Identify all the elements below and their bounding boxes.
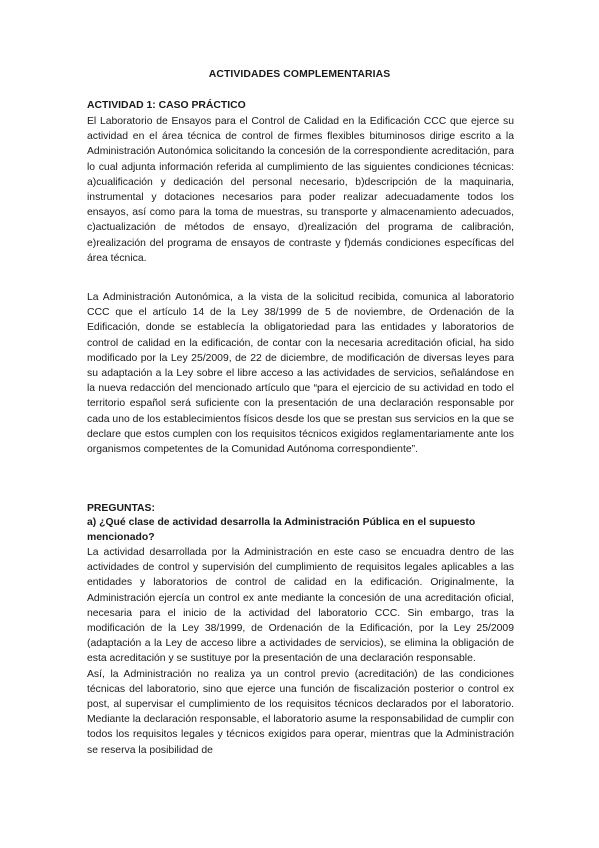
answer-a-paragraph-2: Así, la Administración no realiza ya un control previo (acreditación) de las condiciones técnicas del laboratorio, sino que ejerce una función de fiscalización posterior o control ex post, al supervisar el cumplimiento de los requisitos técnicos declarados por el laboratorio. Mediante la declaración responsable, el laboratorio asume la responsabilidad de cumplir con todos los requisitos legales y técnicos exigidos para operar, mientras que la Administración se reserva la posibilidad de	[87, 668, 514, 756]
case-paragraph-2	[87, 290, 514, 457]
case-paragraph-2-text: La Administración Autonómica, a la vista de la solicitud recibida, comunica al laboratorio CCC que el artículo 14 de la Ley 38/1999 de 5 de noviembre, de Ordenación de la Edificación, donde se establecía la obligatoriedad para las entidades y laboratorios de control de calidad en la edificación, de contar con la necesaria acreditación oficial, ha sido modificado por la Ley 25/2009, de 22 de diciembre, de modificación de diversas leyes para su adaptación a la Ley sobre el libre acceso a las actividades de servicios, señalándose en la nueva redacción del mencionado artículo que “para el ejercicio de su actividad en todo el territorio español será suficiente con la presentación de una declaración responsable por cada uno de los establecimientos físicos desde los que se prestan sus servicios en la que se declare que estos cumplen con los requisitos técnicos exigidos reglamentariamente ante los organismos competentes de la Comunidad Autónoma correspondiente”.	[87, 292, 514, 456]
answer-a-paragraph-1: La actividad desarrollada por la Administración en este caso se encuadra dentro de las actividades de control y supervisión del cumplimiento de requisitos legales aplicables a las entidades y laboratorios de control de calidad en la edificación. Originalmente, la Administración ejercía un control ex ante mediante la concesión de una acreditación oficial, necesaria para el inicio de la actividad del laboratorio CCC. Sin embargo, tras la modificación de la Ley 38/1999, de Ordenación de la Edificación, por la Ley 25/2009 (adaptación a la Ley de acceso libre a actividades de servicios), se elimina la obligación de esta acreditación y se sustituye por la presentación de una declaración responsable.	[87, 547, 514, 665]
question-a: a) ¿Qué clase de actividad desarrolla la Administración Pública en el supuesto mencionado?	[87, 517, 476, 544]
document-title: ACTIVIDADES COMPLEMENTARIAS	[208, 69, 391, 80]
questions-heading: PREGUNTAS:	[87, 503, 155, 514]
case-paragraph-1-text: El Laboratorio de Ensayos para el Control de Calidad en la Edificación CCC que ejerce su actividad en el área técnica de control de firmes flexibles bituminosos dirige escrito a la Administración Autonómica solicitando la concesión de la correspondiente acreditación, para lo cual adjunta información referida al cumplimiento de las siguientes condiciones técnicas: a)cualificación y dedicación del personal necesario, b)descripción de la maquinaria, instrumental y dotaciones necesarios para poder realizar adecuadamente todos los ensayos, así como para la toma de muestras, su transporte y almacenamiento adecuados, c)actualización de métodos de ensayo, d)realización del programa de calibración, e)realización del programa de ensayos de contraste y f)demás condiciones específicas del área técnica.	[87, 116, 514, 264]
answer-a	[87, 545, 514, 758]
activity-heading: ACTIVIDAD 1: CASO PRÁCTICO	[87, 100, 246, 111]
case-paragraph-1	[87, 114, 514, 266]
